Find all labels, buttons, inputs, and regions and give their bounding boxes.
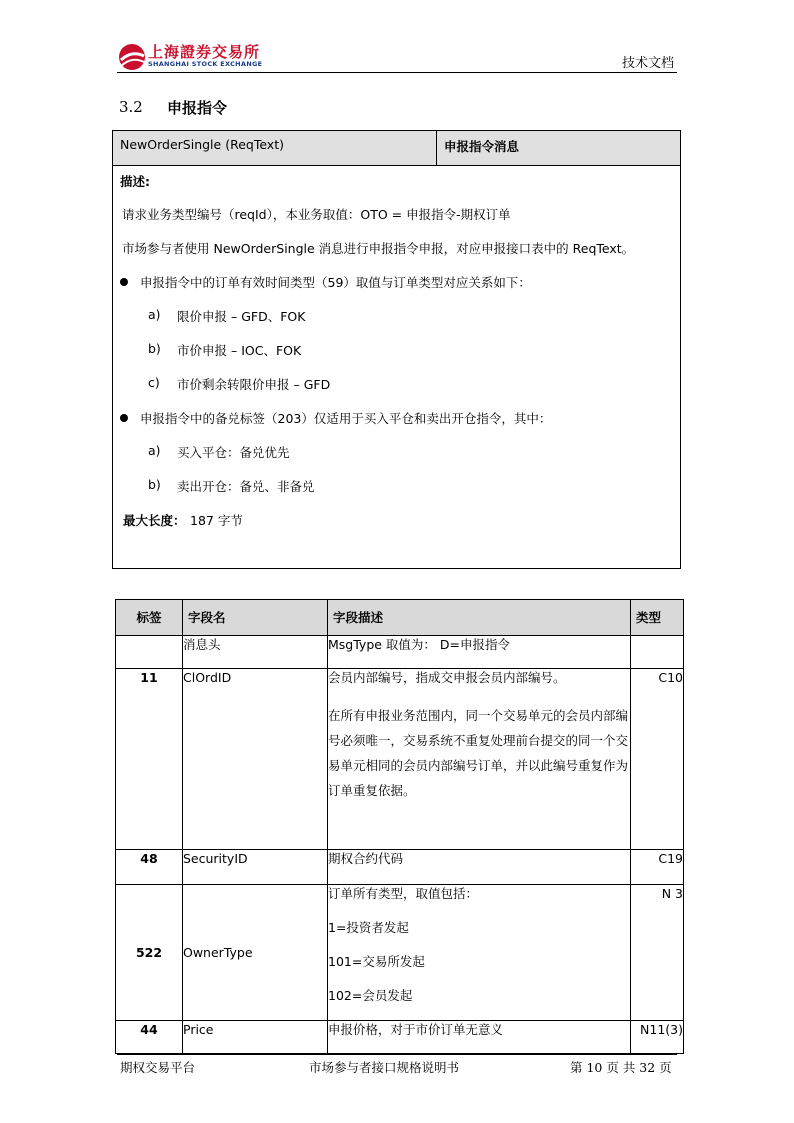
field-name: Price	[183, 1021, 328, 1054]
footer-doc-title: 市场参与者接口规格说明书	[309, 1060, 460, 1075]
description-line-reqid: 请求业务类型编号（reqId），本业务取值：OTO = 申报指令-期权订单	[122, 207, 511, 222]
field-name: OwnerType	[183, 885, 328, 1021]
column-header-description: 字段描述	[328, 600, 631, 636]
sse-logo	[118, 40, 278, 74]
description-label: 描述:	[120, 174, 150, 189]
table-row	[116, 885, 684, 1021]
column-header-tag: 标签	[116, 600, 183, 636]
field-type	[631, 636, 684, 669]
list-item-market-to-limit: 市价剩余转限价申报 – GFD	[177, 377, 331, 392]
section-number: 3.2	[119, 98, 143, 116]
field-description: MsgType 取值为： D=申报指令	[328, 636, 631, 669]
field-type: C10	[631, 669, 684, 850]
list-item-sell-open: 卖出开仓：备兑、非备兑	[177, 479, 315, 494]
field-tag: 522	[116, 885, 183, 1021]
list-item-buy-close: 买入平仓：备兑优先	[177, 445, 290, 460]
field-type: N 3	[631, 885, 684, 1021]
table-row	[116, 1021, 684, 1054]
footer-divider	[117, 1054, 677, 1055]
field-description: 订单所有类型，取值包括： 1=投资者发起 101=交易所发起 102=会员发起	[328, 885, 631, 1021]
footer-platform: 期权交易平台	[120, 1060, 196, 1075]
bullet-icon	[120, 278, 128, 286]
bullet-time-in-force: 申报指令中的订单有效时间类型（59）取值与订单类型对应关系如下：	[140, 275, 531, 290]
logo-chinese-text: 上海證券交易所	[148, 43, 261, 61]
field-description: 申报价格，对于市价订单无意义	[328, 1021, 631, 1054]
description-line-usage: 市场参与者使用 NewOrderSingle 消息进行申报指令申报，对应申报接口表中的 ReqText。	[122, 241, 635, 256]
list-item-limit: 限价申报 – GFD、FOK	[177, 309, 306, 324]
table-row	[116, 850, 684, 885]
max-length-label: 最大长度：	[123, 513, 186, 528]
document-type: 技术文档	[621, 56, 674, 71]
list-marker: a)	[148, 443, 161, 458]
list-item-market: 市价申报 – IOC、FOK	[177, 343, 302, 358]
field-description: 期权合约代码	[328, 850, 631, 885]
column-header-field-name: 字段名	[183, 600, 328, 636]
bullet-covered-flag: 申报指令中的备兑标签（203）仅适用于买入平仓和卖出开仓指令，其中：	[140, 411, 552, 426]
message-title: 申报指令消息	[444, 139, 520, 154]
field-name: 消息头	[183, 636, 328, 669]
list-marker: c)	[148, 375, 160, 390]
list-marker: b)	[148, 477, 161, 492]
message-description-box	[112, 130, 681, 569]
header-divider	[117, 72, 677, 73]
list-marker: a)	[148, 307, 161, 322]
logo-english-text: SHANGHAI STOCK EXCHANGE	[148, 60, 263, 68]
fields-table	[115, 599, 684, 1054]
field-description: 会员内部编号，指成交申报会员内部编号。 在所有申报业务范围内，同一个交易单元的会员内部编号必须唯一，交易系统不重复处理前台提交的同一个交易单元相同的会员内部编号订单，并以此编号重复作为订单重复依据。	[328, 669, 631, 850]
table-header-row	[116, 600, 684, 636]
field-type: N11(3)	[631, 1021, 684, 1054]
field-tag: 44	[116, 1021, 183, 1054]
bullet-icon	[120, 414, 128, 422]
field-type: C19	[631, 850, 684, 885]
field-name: SecurityID	[183, 850, 328, 885]
list-marker: b)	[148, 341, 161, 356]
column-header-type: 类型	[631, 600, 684, 636]
section-title: 申报指令	[167, 99, 228, 117]
footer-page-number: 第 10 页 共 32 页	[570, 1060, 672, 1075]
table-row	[116, 669, 684, 850]
field-tag: 48	[116, 850, 183, 885]
table-row	[116, 636, 684, 669]
message-name: NewOrderSingle (ReqText)	[120, 137, 284, 152]
max-length-value: 187 字节	[190, 513, 243, 528]
field-tag	[116, 636, 183, 669]
message-box-header	[113, 131, 680, 166]
field-name: ClOrdID	[183, 669, 328, 850]
field-tag: 11	[116, 669, 183, 850]
logo-emblem-icon	[118, 42, 146, 72]
